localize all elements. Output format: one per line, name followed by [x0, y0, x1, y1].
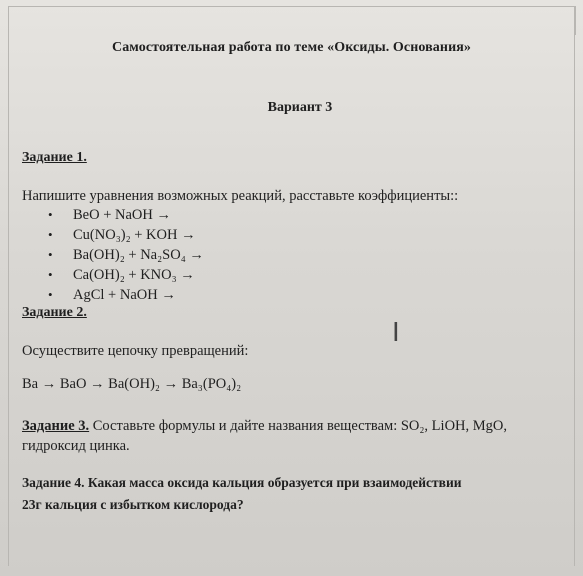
table-top-frame — [8, 6, 576, 35]
list-item — [48, 285, 204, 305]
bullet-icon: • — [48, 227, 53, 242]
task2-chain: Ba → BaO → Ba(OH)₂ → Ba₃(PO₄)₂ — [22, 376, 242, 392]
task1-instruction: Напишите уравнения возможных реакций, расставьте коэффициенты:: — [22, 188, 459, 204]
bullet-icon: • — [48, 207, 53, 222]
bullet-icon: • — [48, 267, 53, 282]
reaction-text: BeO + NaOH → — [73, 207, 171, 223]
variant-label: Вариант 3 — [267, 100, 333, 115]
page-title: Самостоятельная работа по теме «Оксиды. Основания» — [111, 40, 472, 55]
task2-heading: Задание 2. — [22, 305, 87, 320]
list-item — [48, 205, 204, 225]
task3-text: Составьте формулы и дайте названия веществам: SO₂, LiOH, MgO, — [92, 418, 507, 434]
list-item — [48, 265, 204, 285]
task3-line2: гидроксид цинка. — [22, 438, 130, 454]
reaction-text: AgCl + NaOH → — [73, 287, 176, 303]
list-item — [48, 225, 204, 245]
task4-heading: Задание 4. — [22, 475, 85, 490]
task4-text: Какая масса оксида кальция образуется при взаимодействии — [87, 475, 462, 490]
task4-line2: 23г кальция с избытком кислорода? — [22, 497, 244, 512]
task3-heading: Задание 3. — [22, 418, 90, 434]
bullet-icon: • — [48, 247, 53, 262]
task2-instruction: Осуществите цепочку превращений: — [22, 343, 249, 359]
reaction-text: Ca(OH)₂ + KNO₃ → — [73, 267, 195, 283]
reaction-text: Ba(OH)₂ + Na₂SO₄ → — [73, 247, 204, 263]
task1-reaction-list — [48, 205, 204, 305]
reaction-text: Cu(NO₃)₂ + KOH → — [73, 227, 196, 243]
task3-line1 — [22, 418, 507, 435]
list-item — [48, 245, 204, 265]
task4-line1 — [22, 475, 462, 491]
table-right-border — [574, 6, 575, 566]
bullet-icon: • — [48, 287, 53, 302]
task1-heading: Задание 1. — [22, 150, 87, 165]
table-left-border — [8, 6, 9, 566]
text-cursor-icon: I — [392, 318, 400, 348]
